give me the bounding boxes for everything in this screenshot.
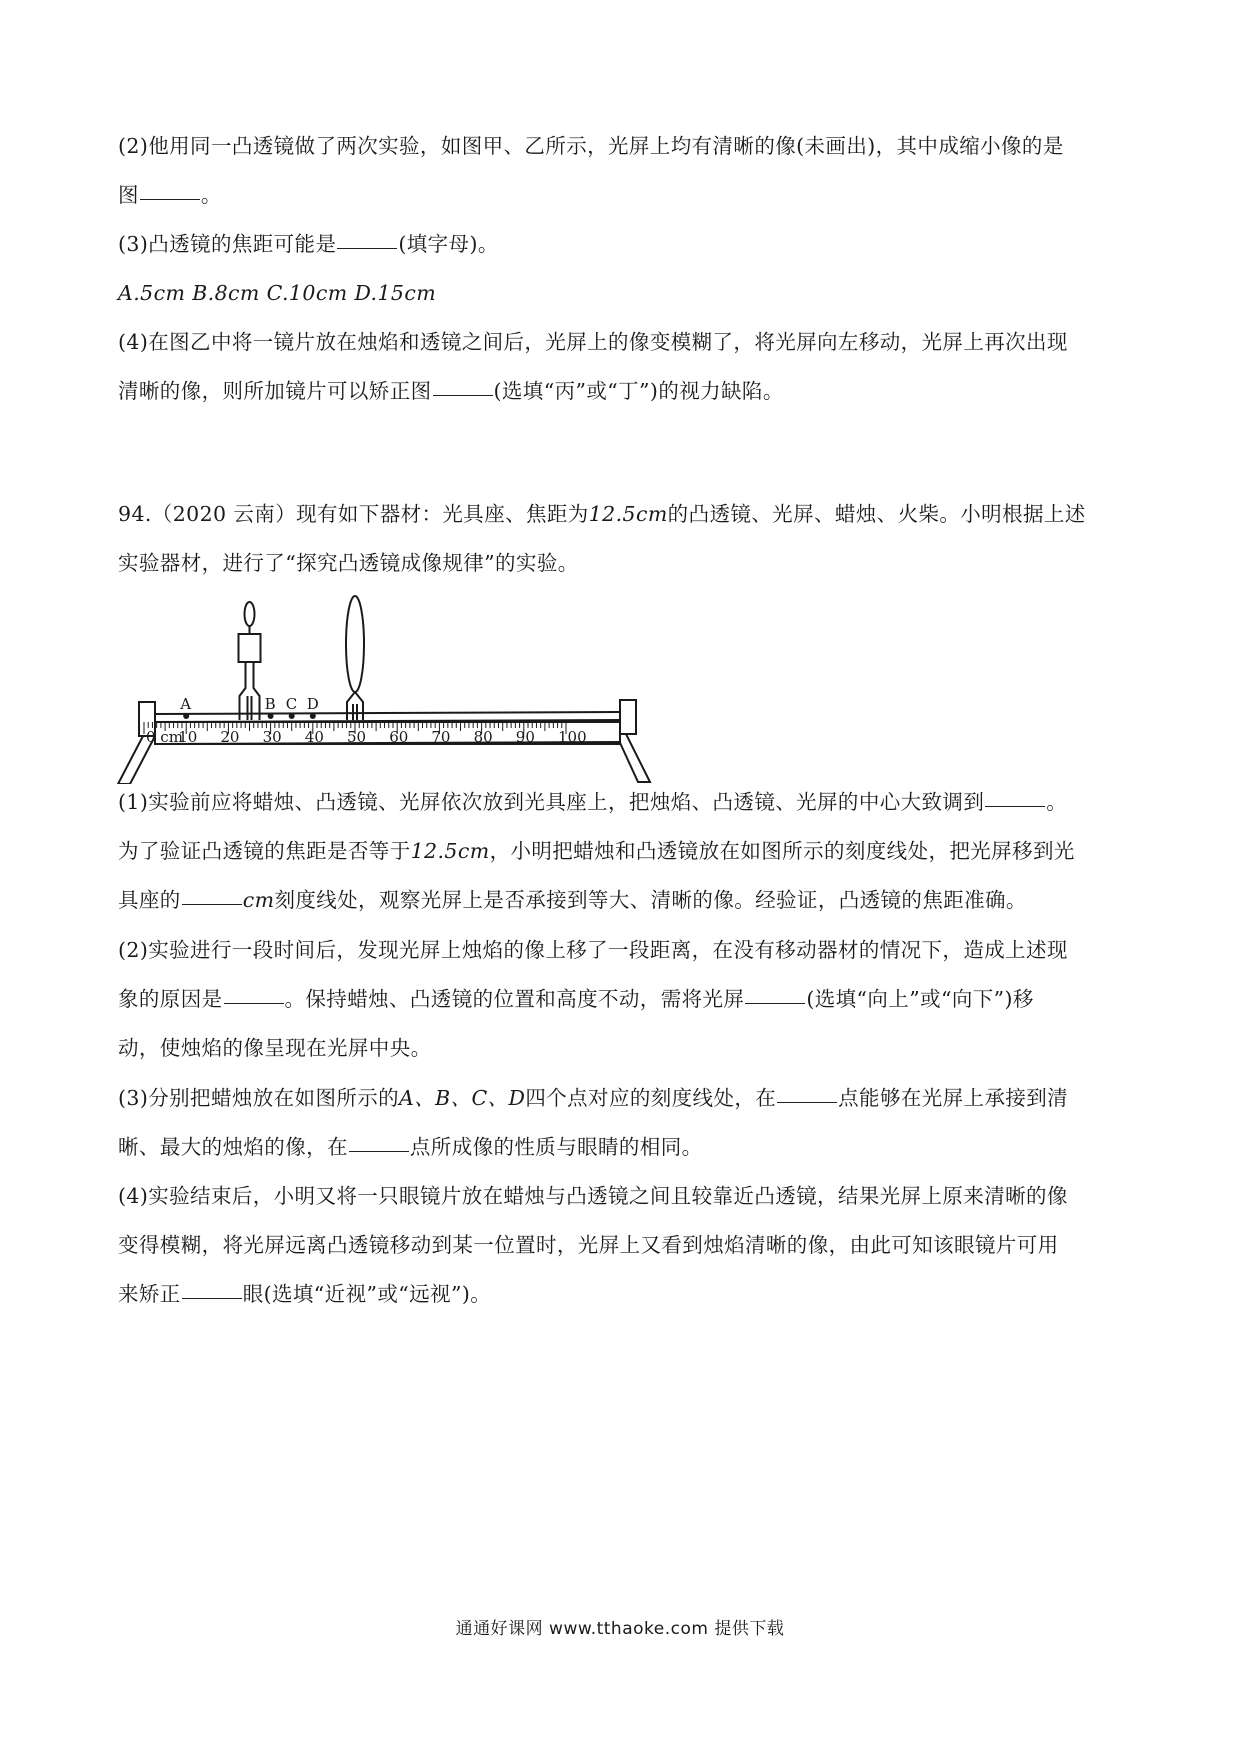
scale-label: 70 — [431, 728, 451, 746]
q94-intro-line1 — [118, 490, 1128, 539]
text: 的凸透镜、光屏、蜡烛、火柴。小明根据上述 — [667, 502, 1086, 526]
q94-part3-line1 — [118, 1074, 1128, 1123]
text: 。 — [1046, 790, 1068, 814]
q94-part4 — [118, 1172, 1128, 1319]
candle — [239, 602, 261, 720]
q94-part1-line2 — [118, 827, 1128, 876]
answer-blank[interactable] — [182, 1297, 242, 1299]
q93-part4-line1: (4)在图乙中将一镜片放在烛焰和透镜之间后，光屏上的像变模糊了，将光屏向左移动，光屏上再次出现 — [118, 330, 1068, 354]
math-text: 12.5cm — [410, 839, 490, 863]
text: (3)凸透镜的焦距可能是 — [118, 232, 337, 256]
q94-part2-line1: (2)实验进行一段时间后，发现光屏上烛焰的像上移了一段距离，在没有移动器材的情况下，造成上述现 — [118, 938, 1068, 962]
answer-blank[interactable] — [349, 1150, 409, 1152]
right-end-block — [620, 700, 636, 734]
answer-blank[interactable] — [745, 1002, 805, 1004]
answer-blank[interactable] — [777, 1101, 837, 1103]
q93-part2-line2 — [118, 171, 1128, 220]
text: 来矫正 — [118, 1282, 181, 1306]
text: 具座的 — [118, 888, 181, 912]
q94-part3-line2 — [118, 1123, 1128, 1172]
point-label: C — [285, 695, 298, 713]
q94-part1-line3 — [118, 876, 1128, 925]
scale-label: 60 — [389, 728, 409, 746]
q94-intro — [118, 490, 1128, 588]
point-label: A — [180, 695, 192, 713]
text: 。保持蜡烛、凸透镜的位置和高度不动，需将光屏 — [284, 987, 745, 1011]
text: (选填“向上”或“向下”)移 — [806, 987, 1034, 1011]
point-label: B — [264, 695, 276, 713]
text: ，小明把蜡烛和凸透镜放在如图所示的刻度线处，把光屏移到光 — [489, 839, 1075, 863]
text: (选填“丙”或“丁”)的视力缺陷。 — [493, 379, 784, 403]
q93-options: A.5cm B.8cm C.10cm D.15cm — [118, 281, 437, 305]
q94-part2-line2 — [118, 975, 1128, 1024]
page-footer: 通通好课网 www.tthaoke.com 提供下载 — [455, 1619, 785, 1639]
scale-label: 30 — [262, 728, 282, 746]
text: 。 — [200, 183, 222, 207]
text: 点所成像的性质与眼睛的相同。 — [409, 1135, 703, 1159]
point-marker — [268, 713, 274, 719]
q94-part4-line2: 变得模糊，将光屏远离凸透镜移动到某一位置时，光屏上又看到烛焰清晰的像，由此可知该眼镜片可用 — [118, 1233, 1059, 1257]
q94-part2 — [118, 926, 1128, 1073]
q93-part2-line1: (2)他用同一凸透镜做了两次实验，如图甲、乙所示，光屏上均有清晰的像(未画出)，其中成缩小像的是 — [118, 134, 1064, 158]
answer-blank[interactable] — [182, 903, 242, 905]
scale-label: 80 — [473, 728, 493, 746]
answer-blank[interactable] — [433, 394, 493, 396]
point-marker — [310, 713, 316, 719]
q93-part3 — [118, 220, 1128, 318]
q94-part4-line3 — [118, 1270, 1128, 1319]
right-leg — [616, 734, 650, 782]
scale-label: 90 — [515, 728, 535, 746]
scale-label: 40 — [304, 728, 324, 746]
q94-part3 — [118, 1074, 1128, 1172]
answer-blank[interactable] — [224, 1002, 284, 1004]
text: 图 — [118, 183, 139, 207]
text: 点能够在光屏上承接到清 — [838, 1086, 1069, 1110]
text: (3)分别把蜡烛放在如图所示的 — [118, 1086, 400, 1110]
q93-part4-line2 — [118, 367, 1128, 416]
scale-label: 10 — [178, 728, 198, 746]
q94-intro-line2: 实验器材，进行了“探究凸透镜成像规律”的实验。 — [118, 551, 579, 575]
text: 象的原因是 — [118, 987, 223, 1011]
scale-label: 0 cm — [146, 728, 183, 746]
math-text: cm — [242, 888, 275, 912]
text: (1)实验前应将蜡烛、凸透镜、光屏依次放到光具座上，把烛焰、凸透镜、光屏的中心大致调到 — [118, 790, 985, 814]
text: 为了验证凸透镜的焦距是否等于 — [118, 839, 411, 863]
q94-part2-line3: 动，使烛焰的像呈现在光屏中央。 — [118, 1036, 432, 1060]
scale-label: 20 — [220, 728, 240, 746]
text: 94.（2020 云南）现有如下器材：光具座、焦距为 — [118, 502, 589, 526]
text: (填字母)。 — [398, 232, 499, 256]
math-text: 12.5cm — [588, 502, 668, 526]
text: 四个点对应的刻度线处，在 — [525, 1086, 777, 1110]
scale-label: 100 — [558, 728, 587, 746]
q94-part1-line1 — [118, 778, 1128, 827]
text: 清晰的像，则所加镜片可以矫正图 — [118, 379, 432, 403]
point-marker — [289, 713, 295, 719]
answer-blank[interactable] — [337, 247, 397, 249]
text: 刻度线处，观察光屏上是否承接到等大、清晰的像。经验证，凸透镜的焦距准确。 — [274, 888, 1027, 912]
point-marker — [183, 713, 189, 719]
math-text: A、B、C、D — [399, 1086, 526, 1110]
q94-part4-line1: (4)实验结束后，小明又将一只眼镜片放在蜡烛与凸透镜之间且较靠近凸透镜，结果光屏上原来清晰的像 — [118, 1184, 1068, 1208]
text: 晰、最大的烛焰的像，在 — [118, 1135, 348, 1159]
q93-part2 — [118, 122, 1128, 220]
q94-part1 — [118, 778, 1128, 925]
convex-lens — [346, 596, 364, 720]
q93-part3-line — [118, 220, 1128, 269]
optical-bench-figure — [114, 592, 654, 784]
q93-part4 — [118, 318, 1128, 416]
scale-label: 50 — [347, 728, 367, 746]
answer-blank[interactable] — [140, 198, 200, 200]
top-rail — [155, 712, 620, 714]
point-label: D — [306, 695, 319, 713]
answer-blank[interactable] — [985, 805, 1045, 807]
text: 眼(选填“近视”或“远视”)。 — [242, 1282, 492, 1306]
